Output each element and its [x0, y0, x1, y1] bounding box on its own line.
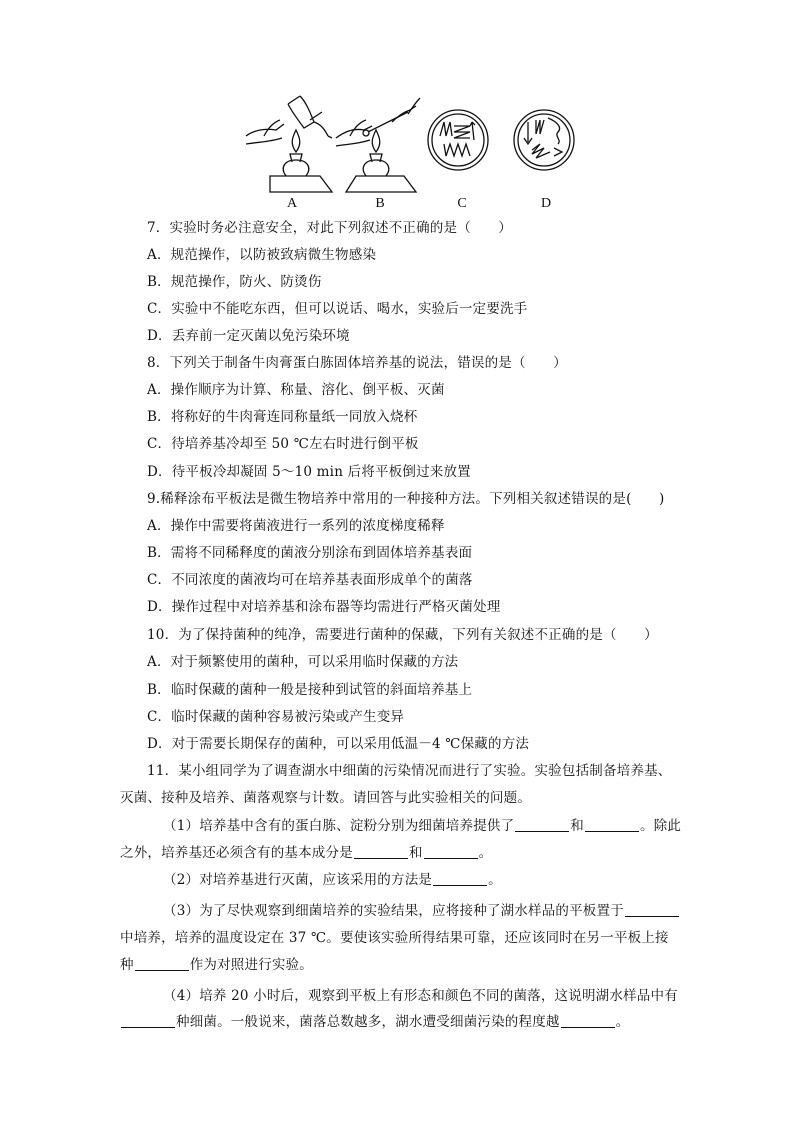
part-1-text-e: 和 [408, 845, 423, 861]
question-11-part-4: （4）培养 20 小时后，观察到平板上有形态和颜色不同的菌落，这说明湖水样品中有 [163, 988, 678, 1004]
figure-label-c: C [457, 196, 467, 211]
question-8-stem: 8．下列关于制备牛肉膏蛋白胨固体培养基的说法，错误的是（ ） [147, 355, 567, 371]
part-3-text-d: 作为对照进行实验。 [189, 957, 314, 973]
figure-c-streak-plate [426, 92, 492, 196]
question-10-stem: 10．为了保持菌种的纯净，需要进行菌种的保藏，下列有关叙述不正确的是（ ） [147, 627, 658, 643]
question-7-option-a: A．规范操作，以防被致病微生物感染 [147, 247, 377, 263]
part-4-text-b: 种细菌。一般说来，菌落总数越多，湖水遭受细菌污染的程度越 [176, 1014, 560, 1030]
answer-blank-8[interactable] [121, 1013, 175, 1028]
question-11-part-3-cont: 中培养，培养的温度设定在 37 ℃。要使该实验所得结果可靠，还应该同时在另一平板上接 [120, 930, 669, 946]
answer-blank-3[interactable] [354, 844, 408, 859]
part-1-text-f: 。 [478, 845, 493, 861]
question-7-option-d: D．丢弃前一定灭菌以免污染环境 [147, 328, 350, 344]
part-1-text-c: 。除此 [640, 818, 682, 834]
question-8-option-a: A．操作顺序为计算、称量、溶化、倒平板、灭菌 [147, 382, 445, 398]
question-10-option-d: D．对于需要长期保存的菌种，可以采用低温－4 ℃保藏的方法 [147, 736, 530, 752]
question-9-option-c: C．不同浓度的菌液均可在培养基表面形成单个的菌落 [147, 572, 473, 588]
question-11-part-1-cont [120, 844, 492, 862]
figure-a-flaming-bottle [240, 92, 340, 196]
part-3-text-c: 种 [120, 957, 134, 973]
question-10-option-b: B．临时保藏的菌种一般是接种到试管的斜面培养基上 [147, 682, 473, 698]
question-11-intro: 11．某小组同学为了调查湖水中细菌的污染情况而进行了实验。实验包括制备培养基、 [147, 763, 672, 779]
figure-b-loop-sterilization [332, 92, 432, 196]
question-7-option-b: B．规范操作，防火、防烫伤 [147, 274, 322, 290]
part-2-text-a: （2）对培养基进行灭菌，应该采用的方法是 [163, 872, 433, 888]
answer-blank-6[interactable] [625, 902, 679, 917]
question-11-part-1 [163, 817, 681, 835]
answer-blank-5[interactable] [433, 871, 487, 886]
answer-blank-9[interactable] [561, 1013, 615, 1028]
question-9-option-a: A．操作中需要将菌液进行一系列的浓度梯度稀释 [147, 518, 445, 534]
question-7-stem: 7．实验时务必注意安全，对此下列叙述不正确的是（ ） [147, 220, 512, 236]
question-11-part-3 [163, 902, 680, 920]
question-9-option-b: B．需将不同稀释度的菌液分别涂布到固体培养基表面 [147, 545, 473, 561]
question-10-option-c: C．临时保藏的菌种容易被污染或产生变异 [147, 709, 405, 725]
question-9-option-d: D．操作过程中对培养基和涂布器等均需进行严格灭菌处理 [147, 599, 501, 615]
part-1-text-a: （1）培养基中含有的蛋白胨、淀粉分别为细菌培养提供了 [163, 818, 515, 834]
question-10-option-a: A．对于频繁使用的菌种，可以采用临时保藏的方法 [147, 654, 459, 670]
experiment-figures [240, 92, 580, 214]
part-1-text-b: 和 [570, 818, 584, 834]
figure-label-a: A [286, 196, 298, 211]
part-1-text-d: 之外，培养基还必须含有的基本成分是 [120, 845, 353, 861]
part-4-text-c: 。 [615, 1014, 630, 1030]
answer-blank-7[interactable] [135, 956, 189, 971]
answer-blank-4[interactable] [424, 844, 478, 859]
figure-label-d: D [540, 196, 552, 211]
question-9-stem: 9.稀释涂布平板法是微生物培养中常用的一种接种方法。下列相关叙述错误的是( ) [147, 491, 665, 507]
answer-blank-1[interactable] [515, 817, 569, 832]
question-8-option-b: B．将称好的牛肉膏连同称量纸一同放入烧杯 [147, 409, 418, 425]
figure-label-b: B [375, 196, 385, 211]
question-11-part-3-cont2 [120, 956, 313, 974]
part-2-text-b: 。 [488, 872, 502, 888]
question-11-part-2 [163, 871, 502, 889]
part-3-text-a: （3）为了尽快观察到细菌培养的实验结果，应将接种了湖水样品的平板置于 [163, 903, 624, 919]
question-11-intro-cont: 灭菌、接种及培养、菌落观察与计数。请回答与此实验相关的问题。 [120, 790, 531, 806]
question-11-part-4-cont [120, 1013, 629, 1031]
question-7-option-c: C．实验中不能吃东西，但可以说话、喝水，实验后一定要洗手 [147, 301, 528, 317]
answer-blank-2[interactable] [585, 817, 639, 832]
question-8-option-c: C．待培养基冷却至 50 ℃左右时进行倒平板 [147, 436, 419, 452]
question-8-option-d: D．待平板冷却凝固 5～10 min 后将平板倒过来放置 [147, 464, 471, 480]
figure-d-streak-plate [510, 92, 580, 196]
